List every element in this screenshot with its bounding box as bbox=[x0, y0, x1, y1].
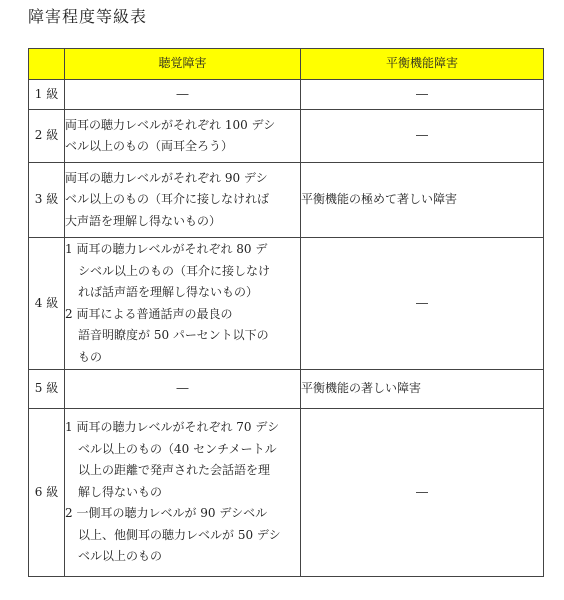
hearing-criteria-line: 2 両耳による普通話声の最良の bbox=[65, 306, 233, 321]
balance-criteria: ― bbox=[301, 80, 544, 110]
balance-criteria: 平衡機能の極めて著しい障害 bbox=[301, 163, 544, 238]
hearing-criteria: ― bbox=[65, 370, 301, 409]
table-row bbox=[29, 163, 544, 238]
grade-label: 2 級 bbox=[29, 110, 65, 163]
table-row bbox=[29, 110, 544, 163]
hearing-criteria-line: 2 一側耳の聴力レベルが 90 デシベル bbox=[65, 506, 268, 521]
grade-label: 4 級 bbox=[29, 238, 65, 370]
hearing-criteria-line: れば話声語を理解し得ないもの） bbox=[78, 285, 259, 299]
table-row bbox=[29, 370, 544, 409]
hearing-criteria-line: もの bbox=[78, 349, 103, 364]
hearing-criteria-line: ベル以上のもの（40 センチメートル bbox=[78, 441, 277, 456]
hearing-criteria-line: ベル以上のもの bbox=[78, 549, 163, 564]
hearing-criteria-line: 大声語を理解し得ないもの） bbox=[65, 213, 222, 228]
table-row bbox=[29, 238, 544, 370]
balance-criteria: 平衡機能の著しい障害 bbox=[301, 370, 544, 409]
hearing-criteria-line: ベル以上のもの（両耳全ろう） bbox=[65, 139, 234, 153]
hearing-criteria-line: ベル以上のもの（耳介に接しなければ bbox=[65, 192, 270, 207]
hearing-criteria-line: 語音明瞭度が 50 パーセント以下の bbox=[78, 328, 269, 342]
hearing-criteria: ― bbox=[65, 80, 301, 110]
hearing-criteria-line: 両耳の聴力レベルがそれぞれ 100 デシ bbox=[65, 117, 276, 132]
hearing-criteria bbox=[65, 163, 301, 238]
balance-criteria: ― bbox=[301, 238, 544, 370]
hearing-criteria-line: シベル以上のもの（耳介に接しなけ bbox=[78, 263, 271, 278]
hearing-criteria-line: 1 両耳の聴力レベルがそれぞれ 70 デシ bbox=[65, 420, 280, 435]
hearing-criteria bbox=[65, 110, 301, 163]
hearing-criteria-line: 解し得ないもの bbox=[78, 484, 163, 499]
table-row bbox=[29, 80, 544, 110]
hearing-criteria-line: 以上、他側耳の聴力レベルが 50 デシ bbox=[78, 527, 281, 542]
grade-label: 6 級 bbox=[29, 409, 65, 577]
grade-label: 1 級 bbox=[29, 80, 65, 110]
header-grade bbox=[29, 49, 65, 80]
hearing-criteria-line: 1 両耳の聴力レベルがそれぞれ 80 デ bbox=[65, 242, 268, 256]
disability-grade-table bbox=[28, 48, 544, 577]
balance-criteria: ― bbox=[301, 409, 544, 577]
hearing-criteria-line: 両耳の聴力レベルがそれぞれ 90 デシ bbox=[65, 170, 268, 185]
page-title: 障害程度等級表 bbox=[28, 7, 148, 26]
hearing-criteria bbox=[65, 238, 301, 370]
hearing-criteria-line: 以上の距離で発声された会話語を理 bbox=[78, 463, 271, 478]
hearing-criteria bbox=[65, 409, 301, 577]
balance-criteria: ― bbox=[301, 110, 544, 163]
header-balance: 平衡機能障害 bbox=[301, 49, 544, 80]
header-hearing: 聴覚障害 bbox=[65, 49, 301, 80]
table-row bbox=[29, 409, 544, 577]
grade-label: 5 級 bbox=[29, 370, 65, 409]
header-row bbox=[29, 49, 544, 80]
grade-label: 3 級 bbox=[29, 163, 65, 238]
